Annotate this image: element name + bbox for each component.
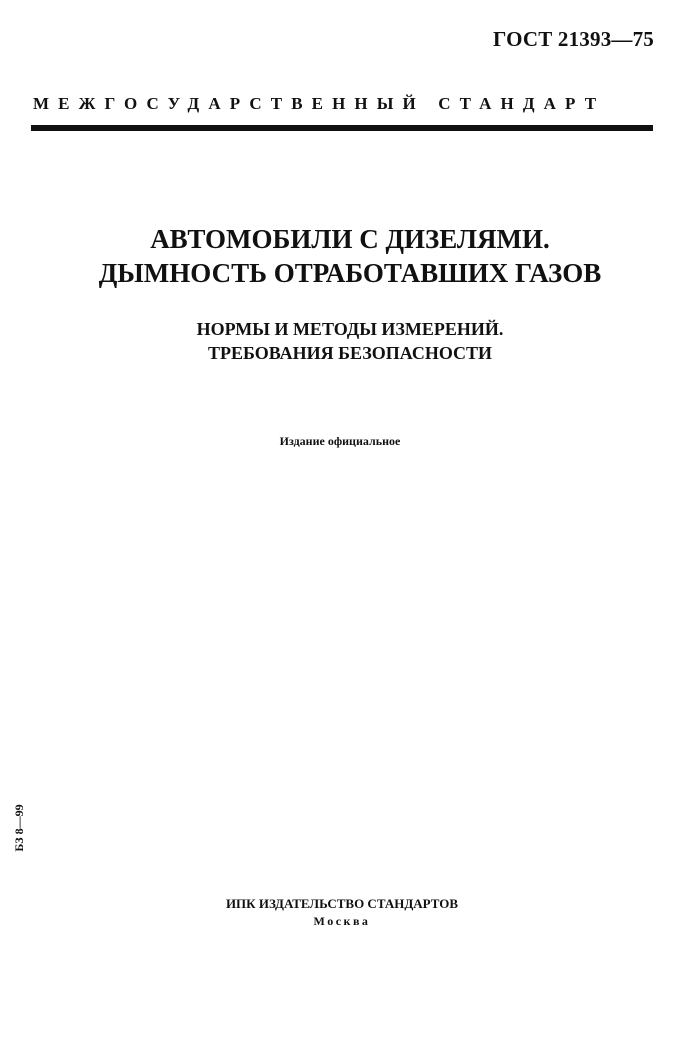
document-title bbox=[0, 222, 700, 290]
standard-category-header: МЕЖГОСУДАРСТВЕННЫЙ СТАНДАРТ bbox=[33, 94, 606, 113]
publisher-name: ИПК ИЗДАТЕЛЬСТВО СТАНДАРТОВ bbox=[225, 896, 459, 911]
subtitle-line-2: ТРЕБОВАНИЯ БЕЗОПАСНОСТИ bbox=[207, 343, 493, 363]
edition-note: Издание официальное bbox=[279, 434, 401, 448]
title-line-2: ДЫМНОСТЬ ОТРАБОТАВШИХ ГАЗОВ bbox=[98, 258, 602, 288]
catalog-mark: БЗ 8—99 bbox=[12, 804, 26, 852]
header-divider bbox=[31, 125, 653, 131]
document-code: ГОСТ 21393—75 bbox=[493, 27, 654, 51]
subtitle-line-1: НОРМЫ И МЕТОДЫ ИЗМЕРЕНИЙ. bbox=[196, 319, 504, 339]
document-subtitle bbox=[0, 317, 700, 365]
publisher-city: Москва bbox=[313, 914, 371, 928]
title-line-1: АВТОМОБИЛИ С ДИЗЕЛЯМИ. bbox=[150, 224, 550, 254]
